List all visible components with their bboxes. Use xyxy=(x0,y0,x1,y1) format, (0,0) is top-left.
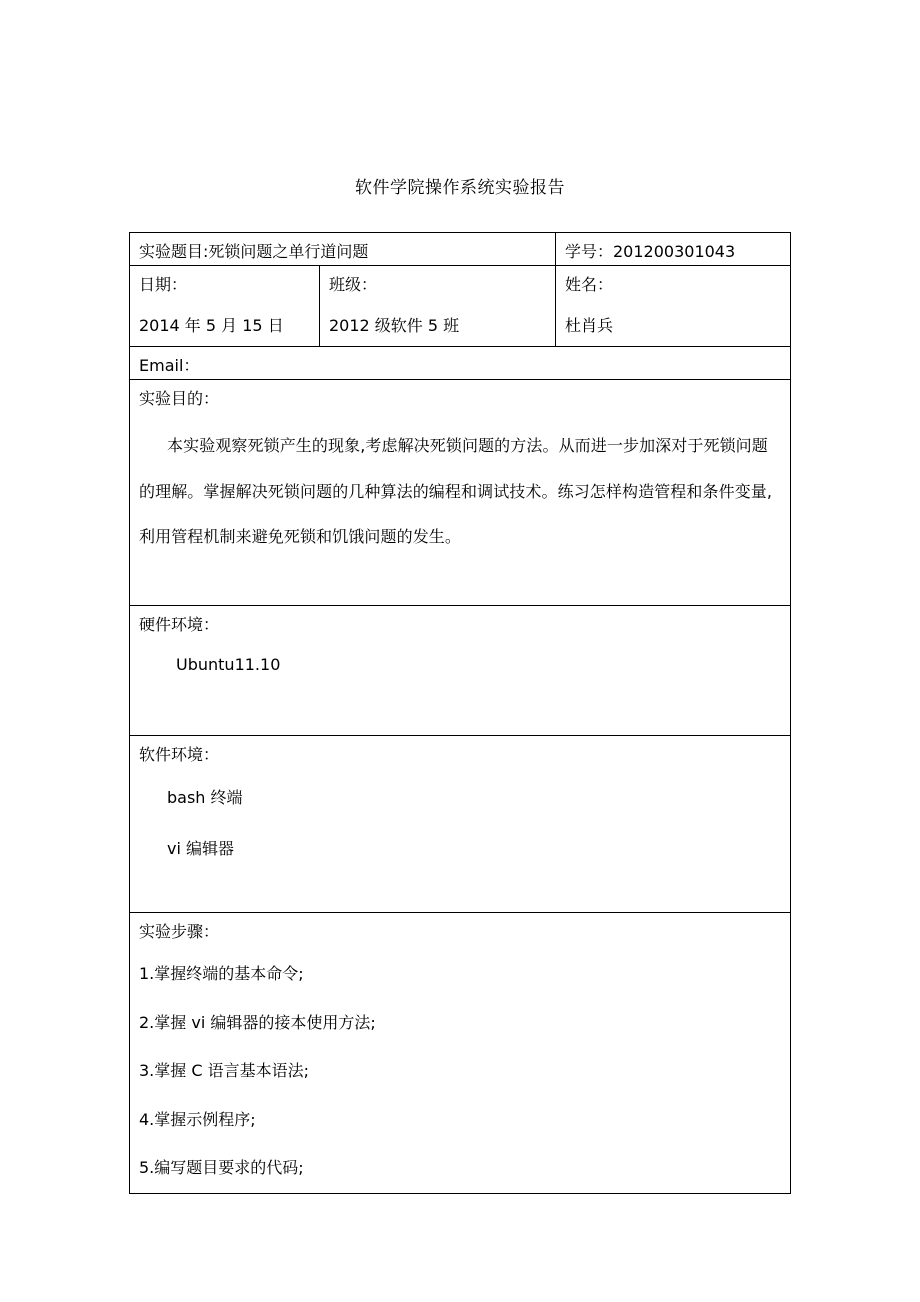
student-id: 学号：201200301043 xyxy=(565,242,736,261)
software-row xyxy=(130,736,791,913)
software-label: 软件环境： xyxy=(139,745,220,764)
step-item: 4.掌握示例程序; xyxy=(139,1109,256,1129)
hardware-label: 硬件环境： xyxy=(139,615,220,634)
hardware-row xyxy=(130,606,791,736)
report-title: 软件学院操作系统实验报告 xyxy=(355,178,565,198)
software-item: bash 终端 xyxy=(167,788,243,807)
step-item: 2.掌握 vi 编辑器的接本使用方法; xyxy=(139,1012,376,1032)
student-id-cell xyxy=(556,233,791,266)
step-item: 1.掌握终端的基本命令; xyxy=(139,964,304,983)
purpose-label: 实验目的： xyxy=(139,389,220,408)
email-label: Email： xyxy=(139,356,200,375)
purpose-text: 本实验观察死锁产生的现象,考虑解决死锁问题的方法。从而进一步加深对于死锁问题的理解。掌握解决死锁问题的几种算法的编程和调试技术。练习怎样构造管程和条件变量,利用管程机制来避免死锁和饥饿问题的发生。 xyxy=(139,436,773,546)
name-value: 杜肖兵 xyxy=(565,316,614,335)
report-table xyxy=(129,232,791,1194)
date-cell xyxy=(130,266,320,347)
experiment-topic: 实验题目:死锁问题之单行道问题 xyxy=(139,242,369,261)
hardware-value: Ubuntu11.10 xyxy=(176,655,281,674)
software-cell xyxy=(130,736,791,913)
name-cell xyxy=(556,266,791,347)
email-row xyxy=(130,347,791,380)
software-item: vi 编辑器 xyxy=(167,839,235,858)
purpose-cell xyxy=(130,380,791,606)
topic-cell xyxy=(130,233,556,266)
hardware-cell xyxy=(130,606,791,736)
steps-label: 实验步骤： xyxy=(139,922,220,941)
step-item: 5.编写题目要求的代码; xyxy=(139,1158,304,1177)
topic-row xyxy=(130,233,791,266)
email-cell xyxy=(130,347,791,380)
class-label: 班级： xyxy=(329,275,378,294)
purpose-row xyxy=(130,380,791,606)
class-cell xyxy=(320,266,556,347)
steps-row xyxy=(130,913,791,1194)
class-value: 2012 级软件 5 班 xyxy=(329,316,460,335)
steps-list xyxy=(139,950,781,1193)
steps-cell xyxy=(130,913,791,1194)
step-item: 3.掌握 C 语言基本语法; xyxy=(139,1061,310,1080)
meta-row xyxy=(130,266,791,347)
name-label: 姓名： xyxy=(565,275,614,294)
date-value: 2014 年 5 月 15 日 xyxy=(139,316,284,335)
date-label: 日期： xyxy=(139,275,188,294)
